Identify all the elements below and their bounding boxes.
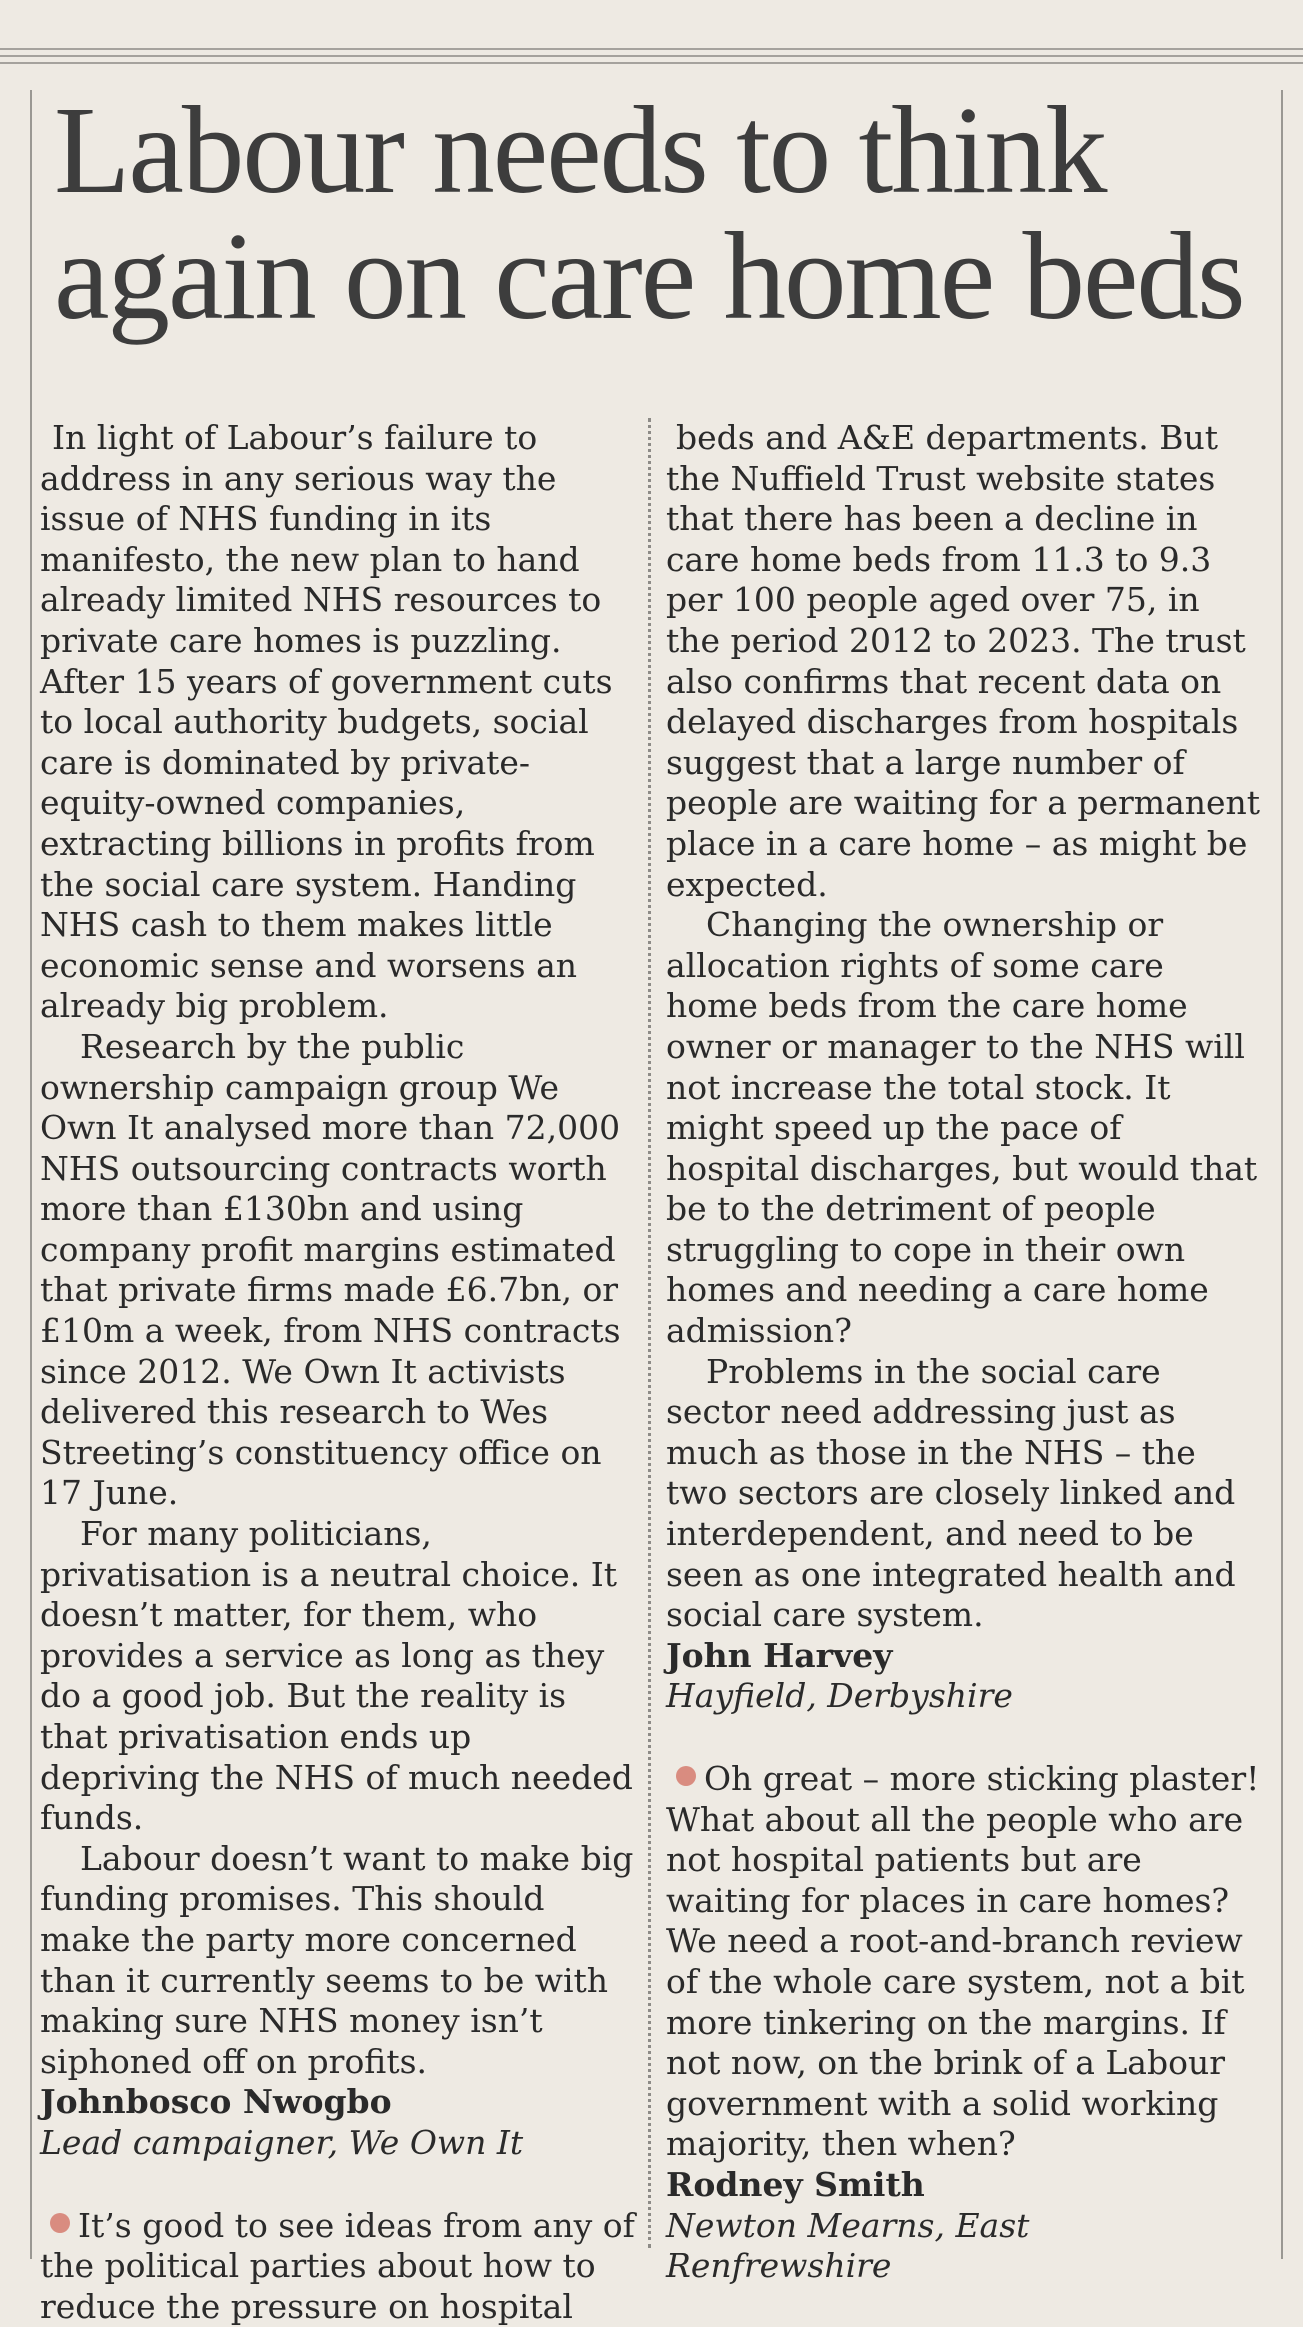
bullet-icon <box>50 2213 70 2233</box>
letter-1-author: Johnbosco Nwogbo <box>40 2082 392 2122</box>
letter-1-place: Lead campaigner, We Own It <box>40 2122 524 2162</box>
headline: Labour needs to think again on care home beds <box>54 82 1244 346</box>
letter-3-place: Newton Mearns, East Renfrewshire <box>666 2205 1030 2286</box>
letter-2 <box>40 2206 640 2327</box>
letter-1 <box>40 418 640 2164</box>
letter-2-paragraph-1-text: It’s good to see ideas from any of the political parties about how to reduce the pressure on hospital <box>40 2205 635 2326</box>
letter-2-author: John Harvey <box>666 1635 893 1675</box>
bullet-icon <box>676 1766 696 1786</box>
letter-1-paragraph-3: For many politicians, privatisation is a neutral choice. It doesn’t matter, for them, who provides a service as long as they do a good job. But the reality is that privatisation ends up depriving the NHS of much needed funds. <box>40 1514 633 1838</box>
letter-2-continued <box>666 418 1261 1717</box>
letter-2-paragraph-3: Changing the ownership or allocation rights of some care home beds from the care home owner or manager to the NHS will not increase the total stock. It might speed up the pace of hospital discharges, but would that be to the detriment of people struggling to cope in their own homes and needing a care home admission? <box>666 905 1258 1351</box>
letter-2-paragraph-1 <box>40 2206 640 2327</box>
masthead-rules <box>0 48 1303 72</box>
column-right <box>666 418 1261 2287</box>
left-column-rule <box>30 90 32 2259</box>
letter-1-paragraph-4: Labour doesn’t want to make big funding promises. This should make the party more concerned than it currently seems to be with making sure NHS money isn’t siphoned off on profits. <box>40 1838 634 2081</box>
letter-1-paragraph-1: In light of Labour’s failure to address in any serious way the issue of NHS funding in its manifesto, the new plan to hand already limited NHS resources to private care homes is puzzling. After 15 years of government cuts to local authority budgets, social care is dominated by private-equity-owned companies, extracting billions in profits from the social care system. Handing NHS cash to them makes little economic sense and worsens an already big problem. <box>40 418 613 1026</box>
right-column-rule <box>1281 90 1283 2259</box>
letter-3-paragraph-1-text: Oh great – more sticking plaster! What about all the people who are not hospital patients but are waiting for places in care homes? We need a root-and-branch review of the whole care system, not a bit more tinkering on the margins. If not now, on the brink of a Labour government with a solid working majority, then when? <box>666 1759 1260 2164</box>
letter-3-paragraph-1 <box>666 1759 1261 2165</box>
letter-3-author: Rodney Smith <box>666 2164 925 2204</box>
column-divider <box>648 418 651 2248</box>
letter-3 <box>666 1759 1261 2287</box>
letter-2-paragraph-2: beds and A&E departments. But the Nuffield Trust website states that there has been a decline in care home beds from 11.3 to 9.3 per 100 people aged over 75, in the period 2012 to 2023. The trust also confirms that recent data on delayed discharges from hospitals suggest that a large number of people are waiting for a permanent place in a care home – as might be expected. <box>666 418 1261 904</box>
column-left <box>40 418 640 2327</box>
letter-1-paragraph-2: Research by the public ownership campaign group We Own It analysed more than 72,000 NHS outsourcing contracts worth more than £130bn and using company profit margins estimated that private firms made £6.7bn, or £10m a week, from NHS contracts since 2012. We Own It activists delivered this research to Wes Streeting’s constituency office on 17 June. <box>40 1026 621 1513</box>
letter-2-paragraph-4: Problems in the social care sector need addressing just as much as those in the NHS – the two sectors are closely linked and interdependent, and need to be seen as one integrated health and social care system. <box>666 1351 1236 1635</box>
letter-2-place: Hayfield, Derbyshire <box>666 1676 1013 1716</box>
